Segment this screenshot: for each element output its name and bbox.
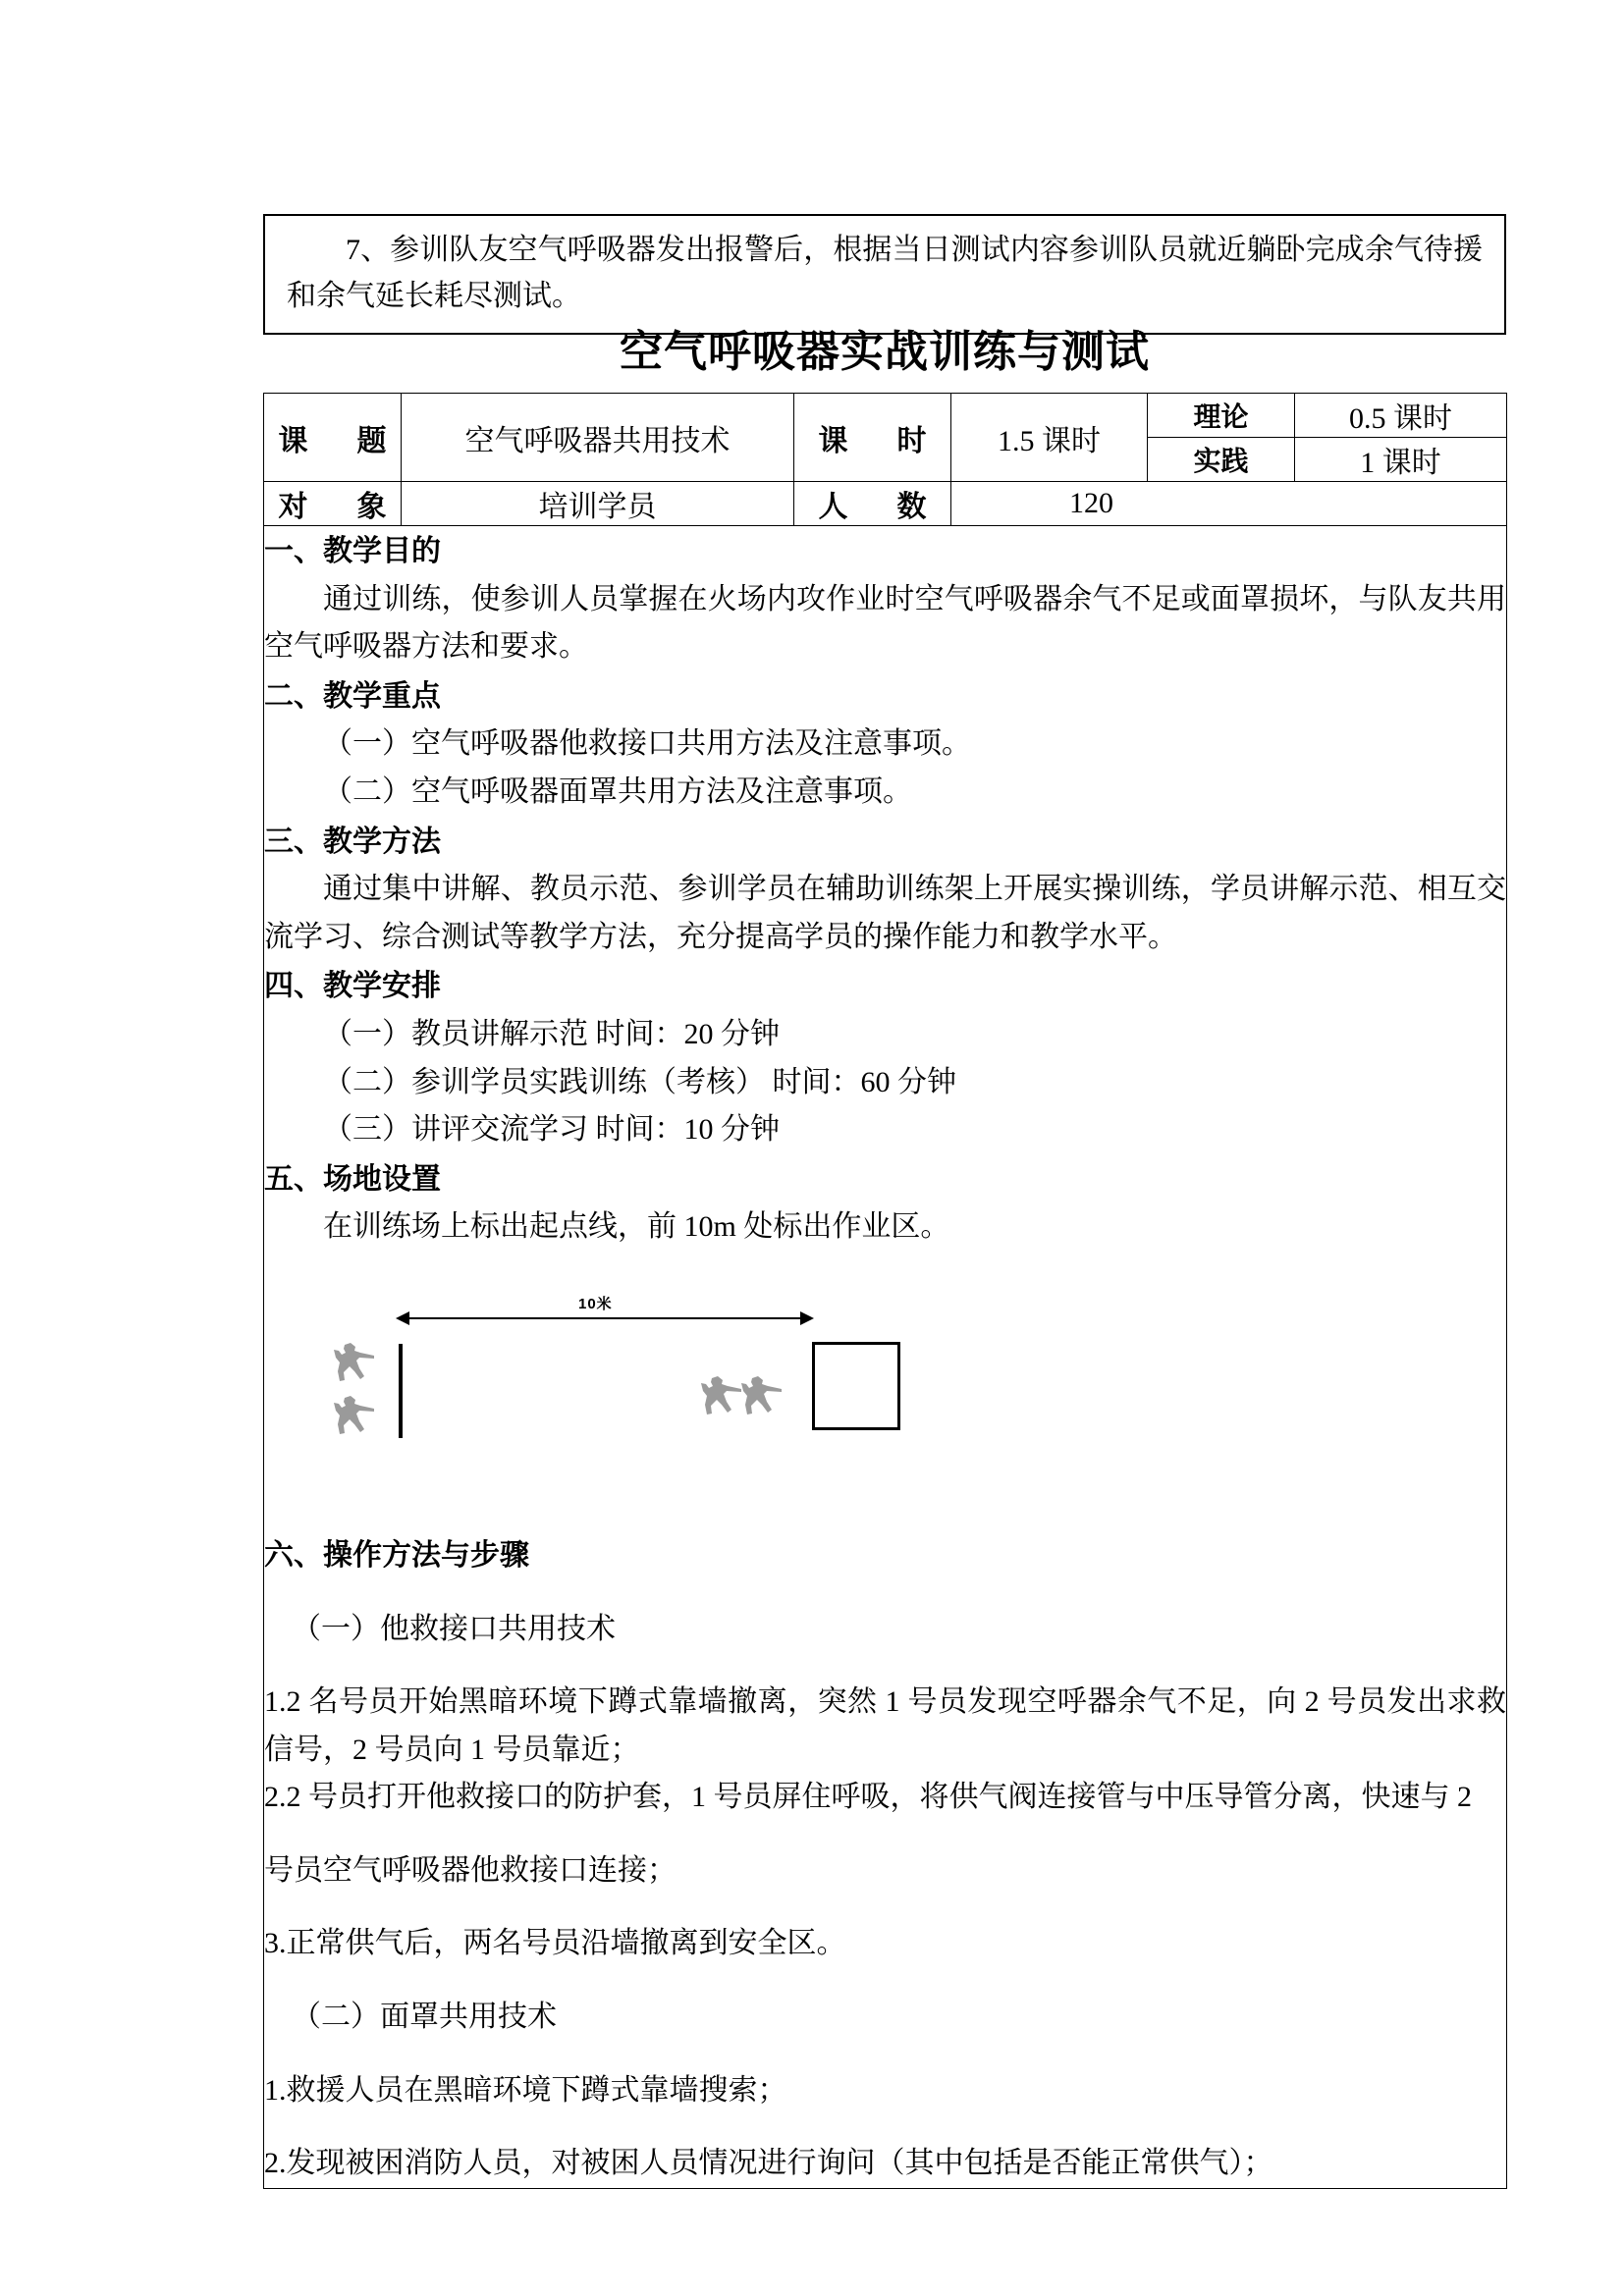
cell-practice-value: 1 课时: [1295, 438, 1507, 482]
section-2-para-1: （一）空气呼吸器他救接口共用方法及注意事项。: [323, 727, 971, 761]
cell-count-value: 120: [951, 482, 1507, 526]
firefighter-figure-icon: [738, 1375, 784, 1416]
work-area-box: [812, 1342, 900, 1430]
section-1-para-1: 通过训练，使参训人员掌握在火场内攻作业时空气呼吸器余气不足或面罩损坏，与队友共用空气呼吸器方法和要求。: [264, 582, 1506, 664]
cell-hours-label: 课 时: [794, 394, 951, 482]
table-row-body: [264, 526, 1507, 2189]
cell-count-label: 人 数: [794, 482, 951, 526]
section-3-para-1: 通过集中讲解、教员示范、参训学员在辅助训练架上开展实操训练，学员讲解示范、相互交流学习、综合测试等教学方法，充分提高学员的操作能力和教学水平。: [264, 873, 1506, 953]
cell-theory-label: 理论: [1148, 394, 1295, 438]
firefighter-figure-icon: [331, 1342, 376, 1383]
section-heading-1: 一、教学目的: [264, 535, 441, 567]
section-4-para-2: （二）参训学员实践训练（考核） 时间：60 分钟: [323, 1065, 956, 1098]
section-heading-3: 三、教学方法: [264, 825, 441, 858]
operation-sub2-title: （二）面罩共用技术: [292, 2001, 557, 2034]
cell-audience-label: 对 象: [264, 482, 402, 526]
cell-theory-value: 0.5 课时: [1295, 394, 1507, 438]
cell-audience-value: 培训学员: [402, 482, 794, 526]
cell-practice-label: 实践: [1148, 438, 1295, 482]
section-2-para-2: （二）空气呼吸器面罩共用方法及注意事项。: [323, 774, 912, 808]
operation-sub1-step-3: 号员空气呼吸器他救接口连接；: [264, 1853, 677, 1887]
operation-sub1-title: （一）他救接口共用技术: [292, 1612, 616, 1645]
operation-sub1-step-1: 1.2 名号员开始黑暗环境下蹲式靠墙撤离，突然 1 号员发现空呼器余气不足，向 2 号员发出求救信号，2 号员向 1 号员靠近；: [264, 1685, 1506, 1766]
section-heading-6: 六、操作方法与步骤: [264, 1538, 529, 1572]
operation-sub1-step-4: 3.正常供气后，两名号员沿墙撤离到安全区。: [264, 1927, 846, 1960]
firefighter-figure-icon: [698, 1375, 743, 1416]
arrow-right-icon: [800, 1311, 814, 1325]
cell-topic-value: 空气呼吸器共用技术: [402, 394, 794, 482]
start-line-marker: [399, 1344, 403, 1438]
section-4-para-1: （一）教员讲解示范 时间：20 分钟: [323, 1017, 780, 1050]
section-heading-2: 二、教学重点: [264, 679, 441, 713]
section-4-para-3: （三）讲评交流学习 时间：10 分钟: [323, 1113, 780, 1147]
cell-topic-label: 课 题: [264, 394, 402, 482]
field-layout-diagram: [264, 1281, 1506, 1477]
lesson-plan-table: [263, 393, 1507, 2189]
section-heading-4: 四、教学安排: [264, 970, 441, 1003]
section-5-para-1: 在训练场上标出起点线，前 10m 处标出作业区。: [323, 1210, 950, 1244]
table-row: [264, 482, 1507, 526]
cell-hours-value: 1.5 课时: [951, 394, 1148, 482]
lesson-body-cell: [264, 526, 1507, 2189]
operation-sub1-step-2: 2.2 号员打开他救接口的防护套，1 号员屏住呼吸，将供气阀连接管与中压导管分离，快速与 2: [264, 1781, 1472, 1814]
operation-sub2-step-2: 2.发现被困消防人员，对被困人员情况进行询问（其中包括是否能正常供气）；: [264, 2147, 1273, 2180]
firefighter-figure-icon: [331, 1395, 376, 1436]
dimension-line: [400, 1317, 812, 1319]
dimension-label: 10米: [578, 1295, 613, 1312]
operation-sub2-step-1: 1.救援人员在黑暗环境下蹲式靠墙搜索；: [264, 2073, 787, 2107]
page-title: 空气呼吸器实战训练与测试: [620, 328, 1150, 376]
note-box-text: 7、参训队友空气呼吸器发出报警后，根据当日测试内容参训队员就近躺卧完成余气待援和余气延长耗尽测试。: [287, 234, 1483, 312]
section-heading-5: 五、场地设置: [264, 1162, 441, 1196]
table-row: [264, 394, 1507, 438]
